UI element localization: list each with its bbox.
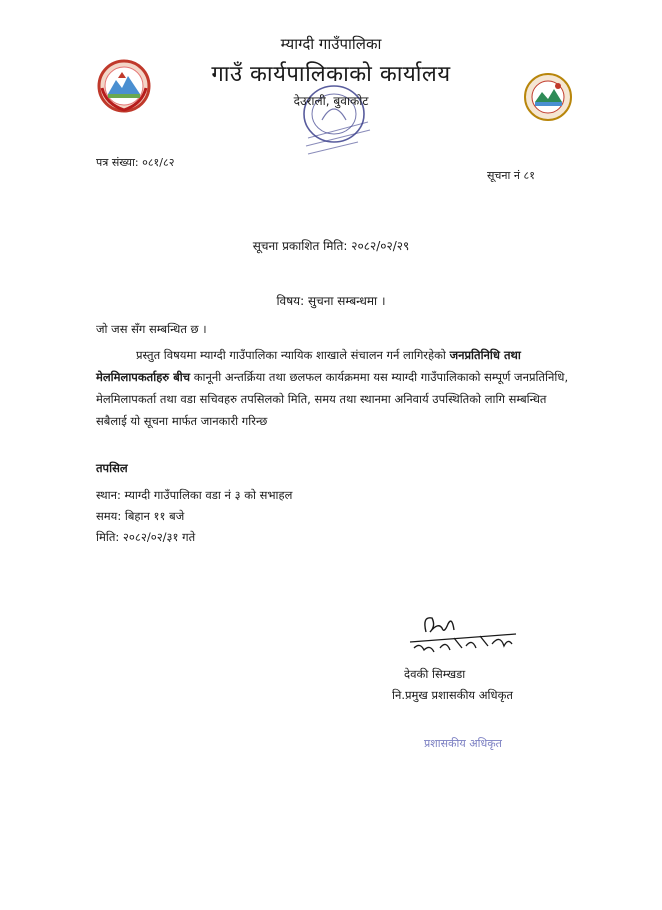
subject-line: विषय: सुचना सम्बन्धमा ।	[276, 294, 386, 308]
handwritten-signature	[396, 608, 536, 664]
detail-venue: स्थान: म्याग्दी गाउँपालिका वडा नं ३ को सभाहल	[96, 488, 293, 502]
signatory-name: देवकी सिम्खडा	[404, 667, 466, 681]
notice-number: सूचना नं ८१	[487, 169, 535, 182]
body-text-bold: जनप्रतिनिधि तथा मेलमिलापकर्ताहरु बीच	[96, 348, 521, 384]
body-paragraph	[96, 344, 570, 432]
reference-number: पत्र संख्या: ०८१/८२	[96, 156, 175, 169]
detail-time: समय: बिहान ११ बजे	[96, 509, 185, 523]
body-text-part2: कानूनी अन्तर्क्रिया तथा छलफल कार्यक्रममा यस म्याग्दी गाउँपालिकाको सम्पूर्ण जनप्रतिनिधि, मेलमिलापकर्ता तथा वडा सचिवहरु तपसिलको मिति, समय तथा स्थानमा अनिवार्य उपस्थितिको लागि सम्बन्धित सबैलाई यो सूचना मार्फत जानकारी गरिन्छ	[96, 370, 569, 428]
signatory-title: नि.प्रमुख प्रशासकीय अधिकृत	[392, 688, 513, 702]
signature-stamp: प्रशासकीय अधिकृत	[424, 737, 502, 750]
body-text-part1: प्रस्तुत विषयमा म्याग्दी गाउँपालिका न्यायिक शाखाले संचालन गर्न लागिरहेको	[136, 348, 450, 362]
office-name: गाउँ कार्यपालिकाको कार्यालय	[211, 62, 451, 87]
municipality-name: म्याग्दी गाउँपालिका	[280, 35, 382, 53]
detail-date: मिति: २०८२/०२/३१ गते	[96, 530, 196, 544]
details-heading: तपसिल	[96, 461, 128, 475]
publication-date: सूचना प्रकाशित मिति: २०८२/०२/२९	[252, 239, 410, 253]
office-address: देउराली, बुवाकोट	[293, 94, 369, 108]
salutation: जो जस सँग सम्बन्धित छ ।	[96, 322, 207, 336]
